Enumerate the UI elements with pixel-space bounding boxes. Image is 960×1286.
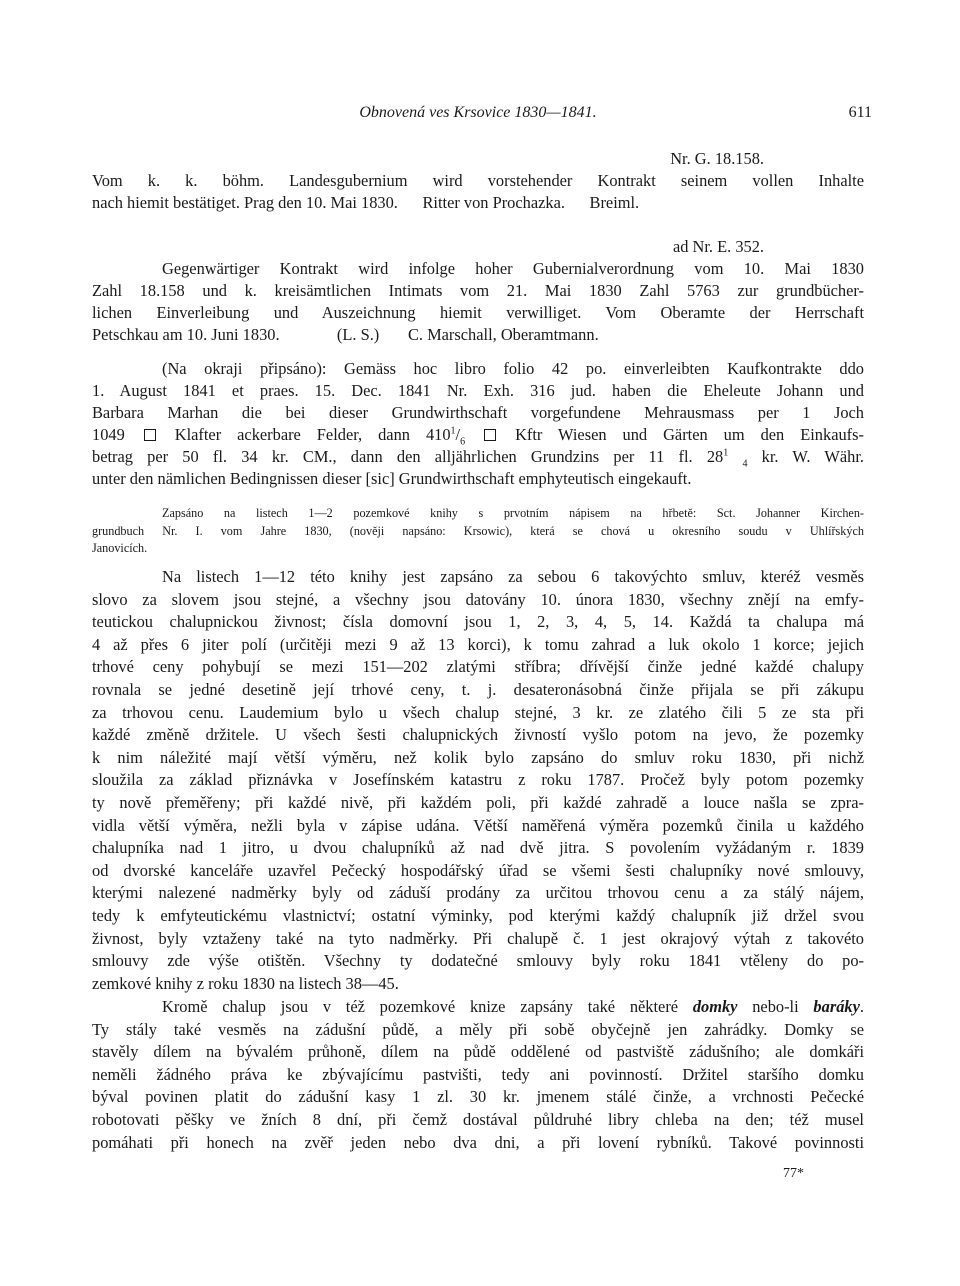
doc-ref: ad Nr. E. 352. xyxy=(672,237,764,256)
doc-ref: Nr. G. 18.158. xyxy=(670,149,764,168)
text-fragment: nebo-li xyxy=(752,997,799,1016)
text-line: pomáhati při honech na zvěř jeden nebo dva dni, a při lovení rybníků. Takové povinnosti xyxy=(92,1132,864,1152)
text-line: 4 až přes 6 jiter polí (určitěji mezi 9 až 13 korci), k tomu zahrad a luk okolo 1 korce; jejich xyxy=(92,634,864,654)
text-line: slovo za slovem jsou stejné, a všechny jsou datovány 10. února 1830, všechny znějí na emfy- xyxy=(92,589,864,609)
fraction-numerator: 1 xyxy=(450,425,456,437)
square-measure-icon xyxy=(484,429,496,441)
text-line: neměli žádného práva ke zbývajícímu pastvišti, tedy ani povinností. Držitel staršího domku xyxy=(92,1064,864,1084)
text-line: trhové ceny pohybují se mezi 151—202 zlatými stříbra; dřívější činže jedné každé chalupy xyxy=(92,657,864,677)
small-print-note xyxy=(92,505,864,558)
text-line: Petschkau am 10. Juni 1830. (L. S.) C. Marschall, Oberamtmann. xyxy=(92,325,599,344)
fraction-slash: / xyxy=(455,425,461,444)
text-line: smlouvy zde výše otištěn. Všechny ty dodatečné smlouvy byly roku 1841 vtěleny do po- xyxy=(92,951,864,971)
text-line xyxy=(92,996,864,1019)
signature-mark: 77* xyxy=(783,1166,804,1181)
text-fragment: Kromě chalup jsou v též pozemkové knize zapsány také některé xyxy=(162,997,679,1016)
running-title: Obnovená ves Krsovice 1830—1841. xyxy=(359,104,597,121)
text-line: Na listech 1—12 této knihy jest zapsáno za sebou 6 takovýchto smluv, kteréž vesměs xyxy=(162,567,864,586)
text-fragment: betrag per 50 fl. 34 kr. CM., dann den alljährlichen Grundzins per 11 fl. 28 xyxy=(92,447,724,466)
text-line: býval povinen platit do zádušní kasy 1 zl. 30 kr. jmenem stálé činže, a vrchnosti Pečecké xyxy=(92,1087,864,1107)
fraction-denominator: 4 xyxy=(742,458,748,468)
document-approval-1 xyxy=(92,148,864,214)
text-line: nach hiemit bestätiget. Prag den 10. Mai 1830. Ritter von Prochazka. Breiml. xyxy=(92,193,640,212)
text-line: unter den nämlichen Bedingnissen dieser [sic] Grundwirthschaft emphyteutisch eingekauft. xyxy=(92,469,692,488)
square-measure-icon xyxy=(144,429,156,441)
text-line: zemkové knihy z roku 1830 na listech 38—45. xyxy=(92,973,399,993)
text-line: Vom k. k. böhm. Landesgubernium wird vorstehender Kontrakt seinem vollen Inhalte xyxy=(92,171,864,190)
text-line: robotovati pěšky ve žních 8 dní, při čemž dostával půldruhé libry chleba na den; též musel xyxy=(92,1109,864,1129)
text-line: (Na okraji připsáno): Gemäss hoc libro folio 42 po. einverleibten Kaufkontrakte ddo xyxy=(162,359,864,378)
fraction-numerator: 1 xyxy=(723,447,729,459)
term-baraky: baráky xyxy=(813,997,860,1016)
text-line: vidla větší výměra, nežli byla v zápise udána. Větší naměřená výměra pozemků činila u každého xyxy=(92,815,864,835)
text-fragment: Kftr Wiesen und Gärten um den Einkaufs- xyxy=(515,425,864,444)
text-line: sloužila za základ přiznávka v Josefínském katastru z roku 1787. Pročež byly potom pozemky xyxy=(92,770,864,790)
text-line: teutickou chalupnickou živnost; čísla domovní jsou 1, 2, 3, 4, 5, 14. Každá ta chalupa má xyxy=(92,612,864,632)
text-fragment: . xyxy=(859,997,864,1016)
page-number: 611 xyxy=(848,104,872,121)
text-fragment: Klafter ackerbare Felder, dann 410 xyxy=(174,425,451,444)
text-line: Zahl 18.158 und k. kreisämtlichen Intimats vom 21. Mai 1830 Zahl 5763 zur grundbücher- xyxy=(92,281,864,300)
text-line: 1. August 1841 et praes. 15. Dec. 1841 Nr. Exh. 316 jud. haben die Eheleute Johann und xyxy=(92,381,864,400)
document-approval-2 xyxy=(92,236,864,346)
term-domky: domky xyxy=(692,997,738,1016)
paragraph-cottages xyxy=(92,996,864,1154)
text-line: Gegenwärtiger Kontrakt wird infolge hoher Gubernialverordnung vom 10. Mai 1830 xyxy=(162,259,864,278)
text-line: ty nově přeměřeny; při každé nivě, při každém poli, při každé zahradě a louce našla se zpra- xyxy=(92,792,864,812)
text-line: stavěly dílem na bývalém průhoně, dílem na půdě oddělené od pastviště zádušního; ale domkáři xyxy=(92,1042,864,1062)
margin-note xyxy=(92,358,864,490)
text-line: Janovicích. xyxy=(92,541,148,555)
text-line: tedy k emfyteutickému vlastnictví; ostatní výminky, pod kterými každý chalupník již držel svou xyxy=(92,905,864,925)
text-line: každé změně držitele. U všech šesti chalupnických živností vyšlo potom na jevo, že pozemky xyxy=(92,725,864,745)
text-line: kterými nalezené nadměrky byly od záduší prodány za určitou trhovou cenu a za stálý nájem, xyxy=(92,883,864,903)
text-line: Ty stály také vesměs na zádušní půdě, a měly při sobě obyčejně jen zahrádky. Domky se xyxy=(92,1019,864,1039)
text-line: grundbuch Nr. I. vom Jahre 1830, (nověji napsáno: Krsowic), která se chová u okresního soudu v Uhlířských xyxy=(92,523,864,538)
text-line: Barbara Marhan die bei dieser Grundwirthschaft vorgefundene Mehrausmass per 1 Joch xyxy=(92,403,864,422)
text-line: lichen Einverleibung und Auszeichnung hiemit verwilliget. Vom Oberamte der Herrschaft xyxy=(92,303,864,322)
text-line: Zapsáno na listech 1—2 pozemkové knihy s prvotním nápisem na hřbetě: Sct. Johanner Kirchen- xyxy=(162,506,864,520)
text-fragment: 1049 xyxy=(92,425,125,444)
text-line: za trhovou cenu. Laudemium bylo u všech chalup stejné, 3 kr. ze zlatého čili 5 ze sta při xyxy=(92,702,864,722)
text-line: chalupníka nad 1 jitro, u dvou chalupníků až nad dvě jitra. S povolením vyžádaným r. 1839 xyxy=(92,838,864,858)
text-line: od dvorské kanceláře uzavřel Pečecký hospodářský úřad se všemi šesti chalupníky nové smlouvy, xyxy=(92,860,864,880)
text-line xyxy=(92,446,864,468)
page-header xyxy=(92,104,872,128)
text-line xyxy=(92,424,864,446)
fraction-denominator: 6 xyxy=(460,436,466,446)
text-line: živnost, byly vztaženy také na tyto nadměrky. Při chalupě č. 1 jest okrajový výtah z takovéto xyxy=(92,928,864,948)
text-line: k nim náležité mají větší výměru, než kolik bylo zapsáno do smluv roku 1830, při nichž xyxy=(92,747,864,767)
text-fragment: kr. W. Währ. xyxy=(761,447,864,466)
text-line: rovnala se jedné desetině její trhové ceny, t. j. desateronásobná činže přijala se při zákupu xyxy=(92,679,864,699)
paragraph-main xyxy=(92,566,864,995)
